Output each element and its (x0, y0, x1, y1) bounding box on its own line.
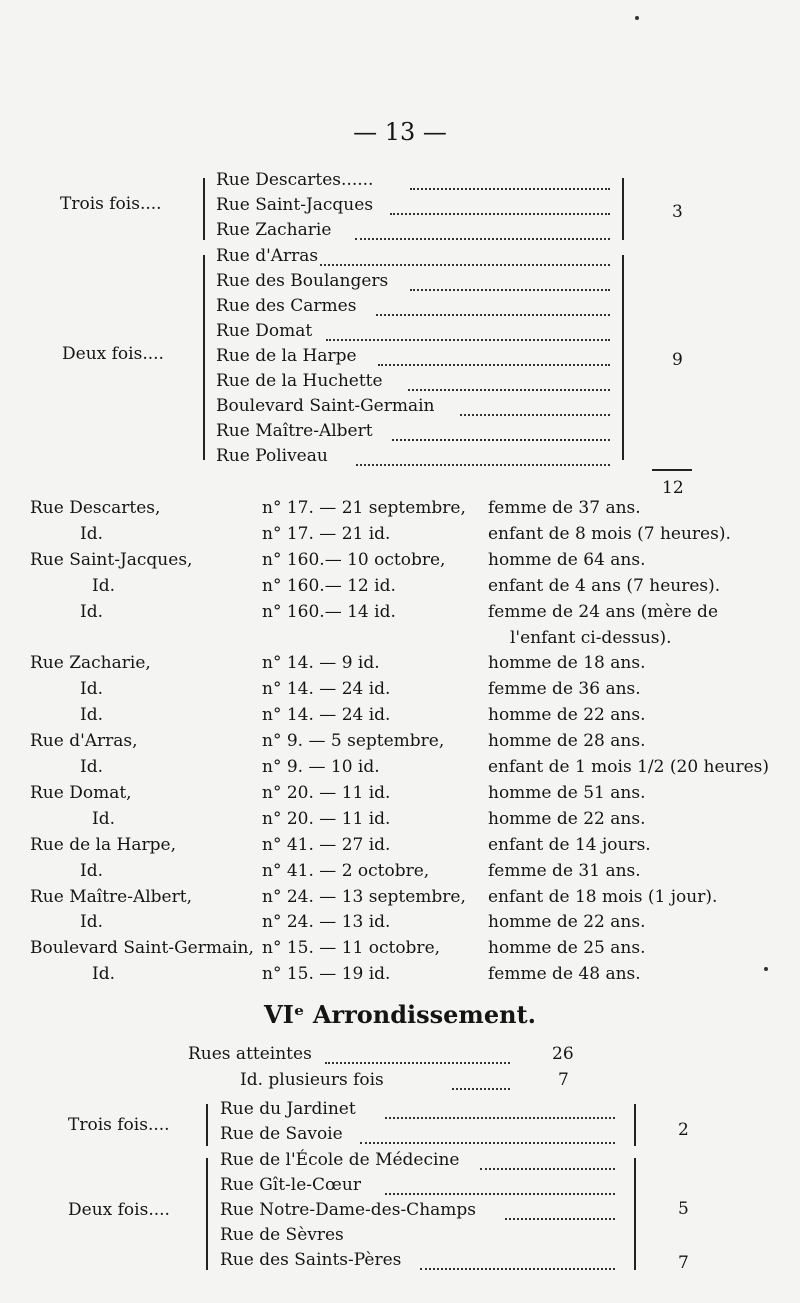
street-item: Rue des Saints-Pères (220, 1250, 402, 1270)
entry-number-date: n° 24. — 13 septembre, (262, 887, 466, 907)
right-brace (622, 255, 624, 460)
right-brace (634, 1104, 636, 1146)
entry-number-date: n° 15. — 11 octobre, (262, 938, 441, 958)
leader-dots (452, 1088, 510, 1090)
entry-street: Id. (80, 705, 104, 725)
print-speck (764, 967, 768, 971)
leader-dots (410, 188, 610, 190)
entry-number-date: n° 160.— 12 id. (262, 576, 396, 596)
street-item: Rue de Sèvres (220, 1225, 344, 1245)
entry-number-date: n° 9. — 10 id. (262, 757, 380, 777)
entry-description: femme de 31 ans. (488, 861, 641, 881)
entry-description: homme de 28 ans. (488, 731, 646, 751)
entry-description: homme de 18 ans. (488, 653, 646, 673)
entry-description: femme de 36 ans. (488, 679, 641, 699)
entry-number-date: n° 9. — 5 septembre, (262, 731, 445, 751)
entry-number-date: n° 15. — 19 id. (262, 964, 391, 984)
entry-street: Rue Descartes, (30, 498, 161, 518)
entry-street: Id. (80, 757, 104, 777)
entry-street: Rue Saint-Jacques, (30, 550, 193, 570)
leader-dots (385, 1117, 615, 1119)
street-item: Rue Notre-Dame-des-Champs (220, 1200, 477, 1220)
summary-label: Rues atteintes (188, 1044, 312, 1064)
summary-label: Id. plusieurs fois (240, 1070, 384, 1090)
leader-dots (460, 414, 610, 416)
street-item: Rue du Jardinet (220, 1099, 356, 1119)
leader-dots (392, 439, 610, 441)
entry-street: Id. (80, 679, 104, 699)
street-item: Rue Domat (216, 321, 313, 341)
street-item: Rue d'Arras (216, 246, 319, 266)
left-brace (203, 255, 205, 460)
leader-dots (390, 213, 610, 215)
entry-description: enfant de 4 ans (7 heures). (488, 576, 721, 596)
right-brace (634, 1158, 636, 1270)
group-total: 2 (678, 1120, 689, 1140)
street-item: Rue Poliveau (216, 446, 328, 466)
leader-dots (360, 1142, 615, 1144)
leader-dots (420, 1268, 615, 1270)
entry-number-date: n° 14. — 24 id. (262, 705, 391, 725)
right-brace (622, 178, 624, 240)
group-label: Trois fois.... (60, 194, 162, 214)
leader-dots (355, 238, 610, 240)
entry-description: l'enfant ci-dessus). (510, 628, 672, 648)
entry-number-date: n° 160.— 14 id. (262, 602, 396, 622)
street-item: Rue de la Huchette (216, 371, 383, 391)
group-total: 3 (672, 202, 683, 222)
entry-street: Rue Zacharie, (30, 653, 151, 673)
group-label: Deux fois.... (62, 344, 164, 364)
entry-street: Id. (80, 602, 104, 622)
entry-description: femme de 37 ans. (488, 498, 641, 518)
leader-dots (320, 264, 610, 266)
entry-description: homme de 22 ans. (488, 705, 646, 725)
entry-number-date: n° 160.— 10 octobre, (262, 550, 446, 570)
street-item: Rue Gît-le-Cœur (220, 1175, 361, 1195)
entry-number-date: n° 20. — 11 id. (262, 783, 391, 803)
entry-street: Id. (80, 912, 104, 932)
entry-number-date: n° 24. — 13 id. (262, 912, 391, 932)
street-item: Rue de la Harpe (216, 346, 357, 366)
leader-dots (376, 314, 610, 316)
entry-description: femme de 24 ans (mère de (488, 602, 718, 622)
entry-street: Rue Domat, (30, 783, 132, 803)
left-brace (203, 178, 205, 240)
leader-dots (326, 339, 610, 341)
left-brace (206, 1158, 208, 1270)
entry-description: homme de 25 ans. (488, 938, 646, 958)
entry-description: homme de 22 ans. (488, 809, 646, 829)
bottom-total: 7 (678, 1253, 689, 1273)
entry-description: homme de 51 ans. (488, 783, 646, 803)
entry-street: Rue Maître-Albert, (30, 887, 192, 907)
street-item: Rue Maître-Albert (216, 421, 373, 441)
street-item: Boulevard Saint-Germain (216, 396, 435, 416)
entry-description: enfant de 8 mois (7 heures). (488, 524, 731, 544)
street-item: Rue des Boulangers (216, 271, 389, 291)
entry-street: Id. (92, 964, 116, 984)
leader-dots (385, 1193, 615, 1195)
entry-number-date: n° 41. — 2 octobre, (262, 861, 430, 881)
entry-street: Id. (80, 861, 104, 881)
entry-street: Rue d'Arras, (30, 731, 138, 751)
entry-number-date: n° 41. — 27 id. (262, 835, 391, 855)
entry-number-date: n° 17. — 21 septembre, (262, 498, 466, 518)
section-heading: VIᵉ Arrondissement. (264, 1000, 536, 1029)
entry-number-date: n° 14. — 9 id. (262, 653, 380, 673)
entry-street: Id. (92, 576, 116, 596)
entry-description: homme de 22 ans. (488, 912, 646, 932)
grand-total: 12 (662, 478, 684, 498)
street-item: Rue de l'École de Médecine (220, 1150, 460, 1170)
print-speck (635, 16, 639, 20)
left-brace (206, 1104, 208, 1146)
summary-value: 26 (552, 1044, 574, 1064)
leader-dots (410, 289, 610, 291)
group-label: Trois fois.... (68, 1115, 170, 1135)
leader-dots (356, 464, 610, 466)
entry-description: enfant de 14 jours. (488, 835, 651, 855)
entry-description: enfant de 1 mois 1/2 (20 heures) (488, 757, 770, 777)
group-total: 9 (672, 350, 683, 370)
street-item: Rue Saint-Jacques (216, 195, 374, 215)
leader-dots (408, 389, 610, 391)
group-label: Deux fois.... (68, 1200, 170, 1220)
leader-dots (378, 364, 610, 366)
street-item: Rue Descartes...... (216, 170, 374, 190)
entry-description: homme de 64 ans. (488, 550, 646, 570)
street-item: Rue de Savoie (220, 1124, 343, 1144)
total-rule (652, 469, 692, 471)
leader-dots (480, 1168, 615, 1170)
leader-dots (325, 1062, 510, 1064)
entry-street: Rue de la Harpe, (30, 835, 176, 855)
entry-description: enfant de 18 mois (1 jour). (488, 887, 718, 907)
street-item: Rue Zacharie (216, 220, 332, 240)
entry-street: Id. (80, 524, 104, 544)
street-item: Rue des Carmes (216, 296, 357, 316)
entry-number-date: n° 14. — 24 id. (262, 679, 391, 699)
group-total: 5 (678, 1199, 689, 1219)
entry-street: Id. (92, 809, 116, 829)
entry-street: Boulevard Saint-Germain, (30, 938, 254, 958)
leader-dots (505, 1218, 615, 1220)
summary-value: 7 (558, 1070, 569, 1090)
page-number: — 13 — (353, 118, 447, 146)
entry-number-date: n° 20. — 11 id. (262, 809, 391, 829)
entry-number-date: n° 17. — 21 id. (262, 524, 391, 544)
entry-description: femme de 48 ans. (488, 964, 641, 984)
